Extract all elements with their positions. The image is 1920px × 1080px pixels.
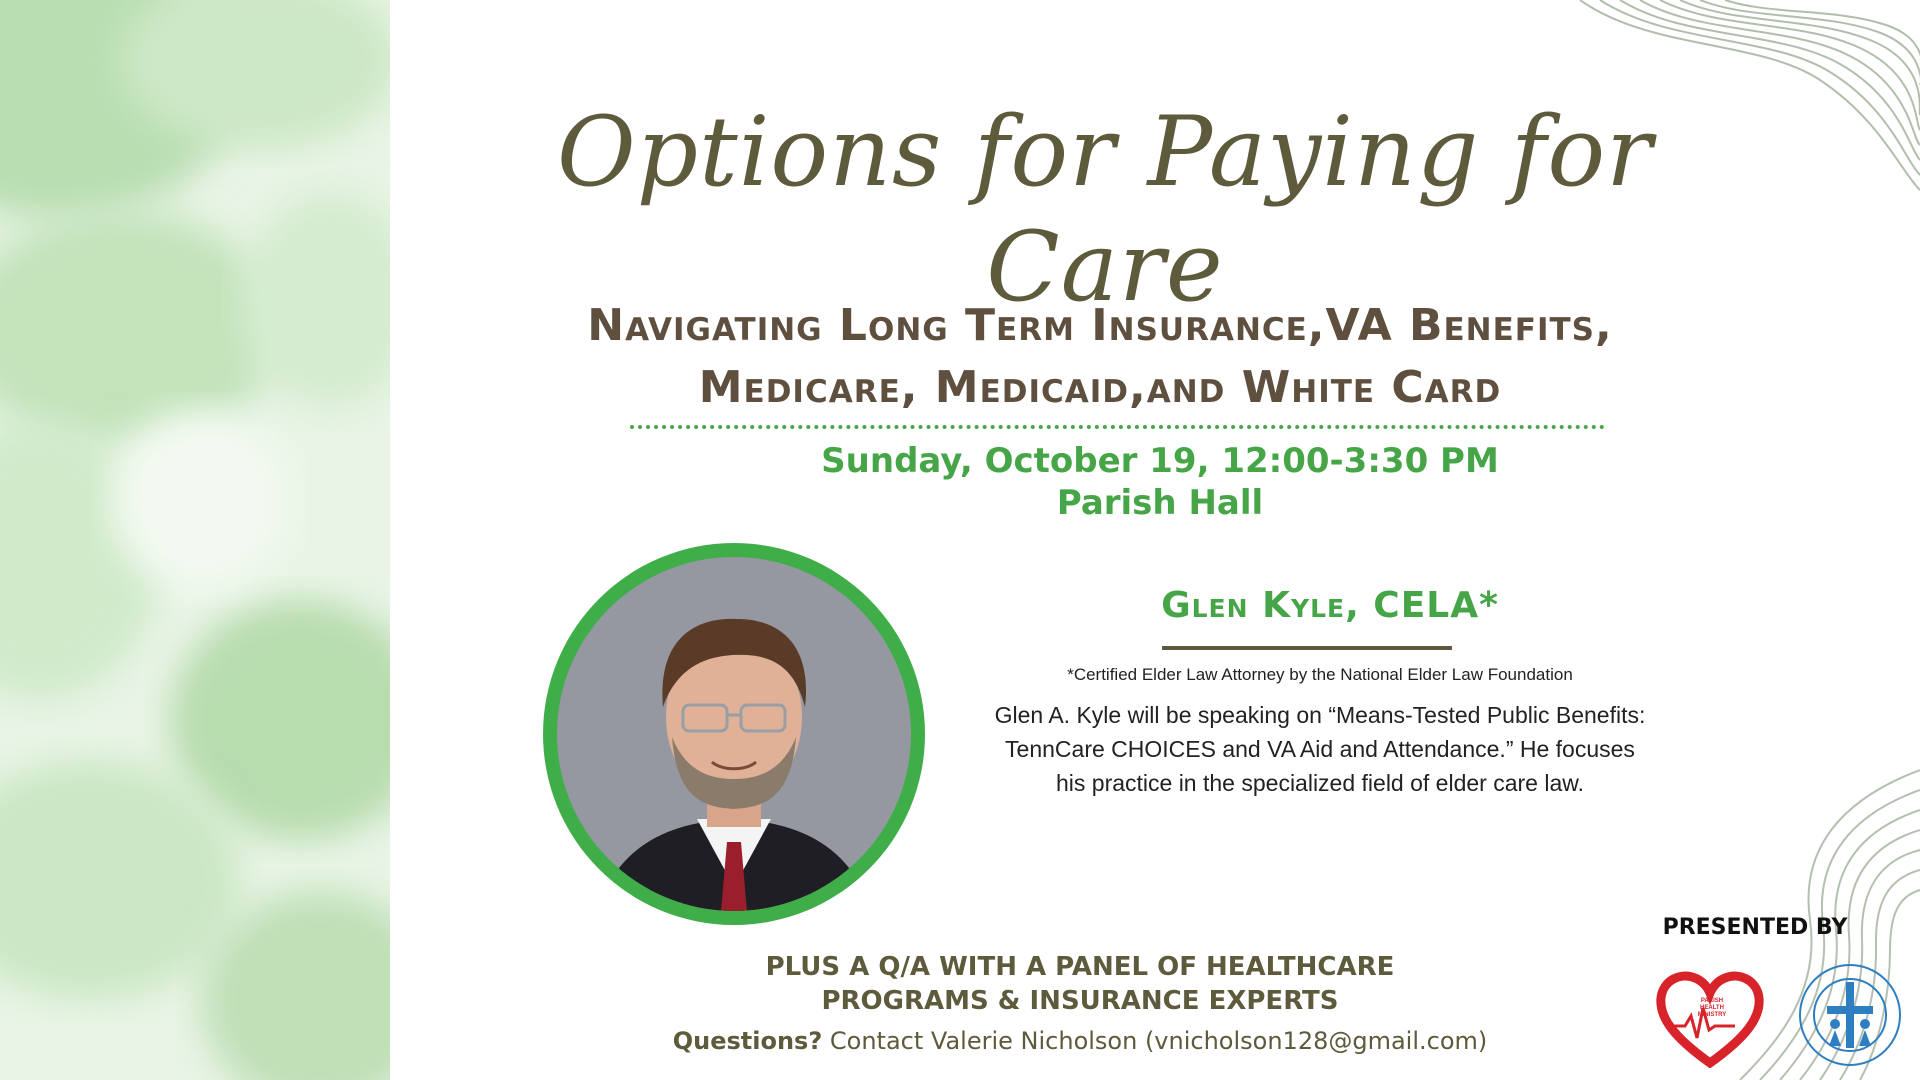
event-subtitle	[560, 295, 1640, 419]
heart-logo-text: PARISH HEALTH MINISTRY	[1697, 998, 1727, 1018]
speaker-name: Glen Kyle, CELA*	[1161, 585, 1499, 626]
event-date-time: Sunday, October 19, 12:00-3:30 PM	[821, 441, 1499, 481]
panel-line-1: PLUS A Q/A WITH A PANEL OF HEALTHCARE	[765, 952, 1395, 982]
subtitle-line-2: Medicare, Medicaid,and White Card	[698, 362, 1502, 413]
contact-line	[640, 1027, 1520, 1055]
church-logo	[1795, 960, 1905, 1070]
panel-line-2: PROGRAMS & INSURANCE EXPERTS	[821, 986, 1339, 1016]
event-title: Options for Paying for Care	[556, 96, 1654, 324]
speaker-name-underline	[1162, 646, 1452, 650]
speaker-photo	[543, 543, 925, 925]
watercolor-background	[0, 0, 390, 1080]
presented-by-label: PRESENTED BY	[1662, 915, 1848, 940]
dotted-divider	[630, 425, 1605, 429]
panel-announcement	[700, 950, 1460, 1018]
subtitle-line-1: Navigating Long Term Insurance,VA Benefits,	[587, 300, 1613, 351]
event-location: Parish Hall	[1056, 483, 1264, 523]
speaker-certification-note: *Certified Elder Law Attorney by the National Elder Law Foundation	[1067, 665, 1573, 684]
speaker-bio: Glen A. Kyle will be speaking on “Means-Tested Public Benefits: TennCare CHOICES and VA Aid and Attendance.” He focuses his practice in the specialized field of elder care law.	[994, 702, 1646, 796]
questions-label: Questions?	[672, 1027, 823, 1055]
contact-text: Contact Valerie Nicholson (vnicholson128@gmail.com)	[829, 1027, 1488, 1055]
